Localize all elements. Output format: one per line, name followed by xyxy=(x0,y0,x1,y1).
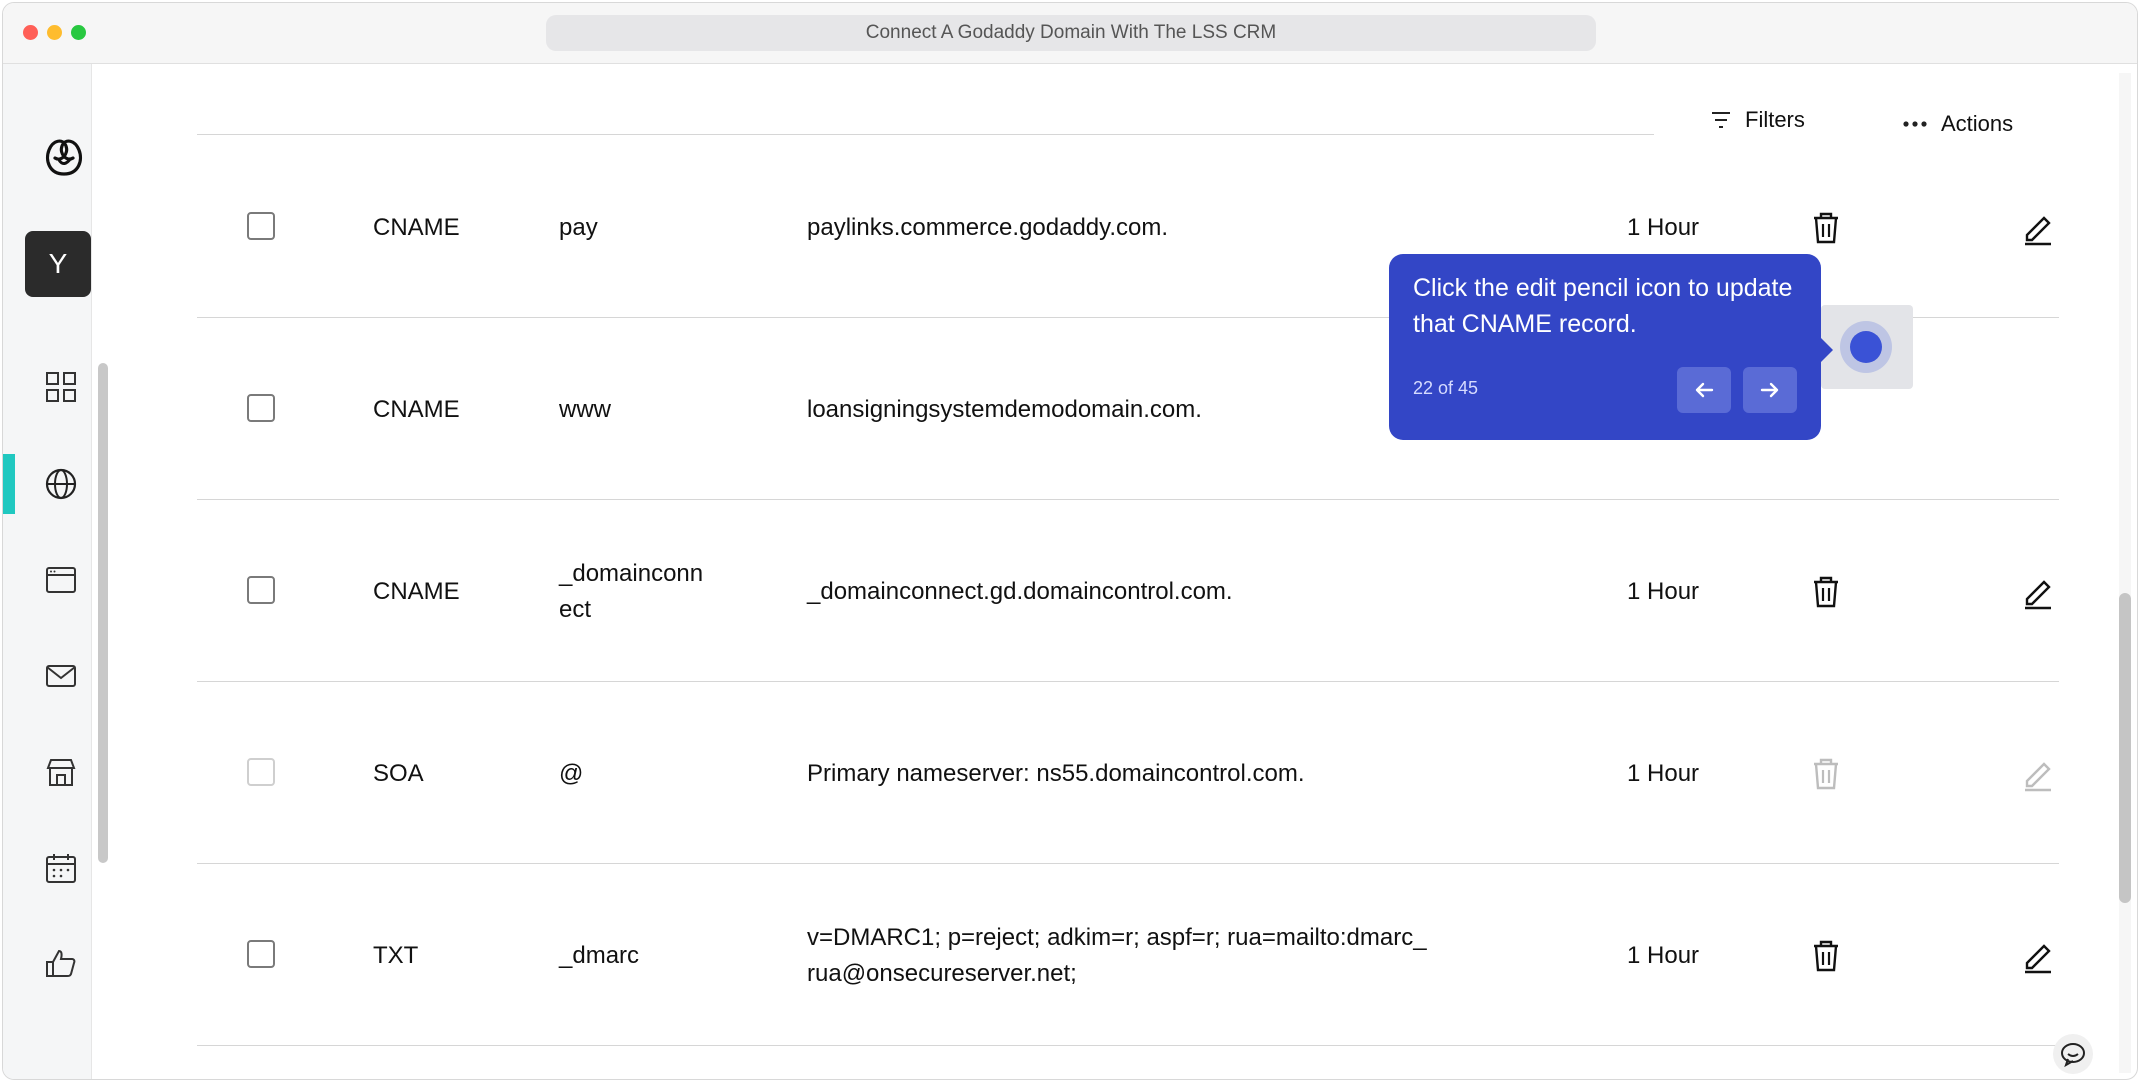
close-window-button[interactable] xyxy=(23,25,38,40)
record-value: paylinks.commerce.godaddy.com. xyxy=(807,214,1169,241)
arrow-right-icon xyxy=(1758,378,1782,402)
record-ttl: 1 Hour xyxy=(1627,214,1700,241)
record-name: @ xyxy=(559,760,584,787)
tour-next-button[interactable] xyxy=(1743,367,1797,413)
calendar-icon[interactable] xyxy=(43,850,79,886)
tour-previous-button[interactable] xyxy=(1677,367,1731,413)
edit-pencil-icon[interactable] xyxy=(2018,572,2058,612)
row-select-checkbox[interactable] xyxy=(247,940,275,968)
record-value: v=DMARC1; p=reject; adkim=r; aspf=r; rua=mailto:dmarc_rua@onsecureserver.net; xyxy=(807,924,1427,987)
active-nav-indicator xyxy=(3,454,15,514)
more-dots-icon xyxy=(1901,112,1929,136)
tour-hotspot-dot xyxy=(1850,331,1882,363)
page-scrollbar[interactable] xyxy=(2119,73,2131,1073)
maximize-window-button[interactable] xyxy=(71,25,86,40)
delete-trash-icon[interactable] xyxy=(1806,936,1846,976)
delete-trash-icon[interactable] xyxy=(1806,572,1846,612)
record-ttl: 1 Hour xyxy=(1627,942,1700,969)
thumbs-up-icon[interactable] xyxy=(43,946,79,982)
table-header-divider xyxy=(197,134,1654,135)
edit-pencil-icon-disabled xyxy=(2018,754,2058,794)
record-type: CNAME xyxy=(373,214,460,241)
record-value: loansigningsystemdemodomain.com. xyxy=(807,396,1202,423)
filters-button[interactable] xyxy=(1709,100,1805,140)
actions-label: Actions xyxy=(1941,111,2014,136)
record-name: pay xyxy=(559,214,598,241)
record-ttl: 1 Hour xyxy=(1627,578,1700,605)
edit-pencil-icon[interactable] xyxy=(2018,208,2058,248)
record-type: SOA xyxy=(373,760,424,787)
table-row xyxy=(197,864,2059,1046)
chat-bubble-icon xyxy=(2058,1039,2088,1069)
record-type: TXT xyxy=(373,942,419,969)
record-name: _domainconn ect xyxy=(559,560,704,623)
website-browser-icon[interactable] xyxy=(43,562,79,598)
edit-pencil-icon[interactable] xyxy=(2018,936,2058,976)
delete-trash-icon[interactable] xyxy=(1806,208,1846,248)
row-select-checkbox-disabled xyxy=(247,758,275,786)
tooltip-text: Click the edit pencil icon to update that CNAME record. xyxy=(1413,274,1793,338)
dns-records-panel xyxy=(93,64,2137,1079)
arrow-left-icon xyxy=(1692,378,1716,402)
tour-tooltip xyxy=(1389,254,1821,440)
address-bar[interactable] xyxy=(546,15,1596,51)
workspace-avatar-button[interactable] xyxy=(25,231,91,297)
title-bar xyxy=(3,3,2137,64)
row-select-checkbox[interactable] xyxy=(247,394,275,422)
record-name: _dmarc xyxy=(559,942,640,969)
chat-support-button[interactable] xyxy=(2053,1034,2093,1074)
globe-icon[interactable] xyxy=(43,466,79,502)
filters-label: Filters xyxy=(1745,107,1805,132)
tour-hotspot-beacon[interactable] xyxy=(1840,321,1892,373)
row-select-checkbox[interactable] xyxy=(247,576,275,604)
record-name: www xyxy=(559,396,611,423)
tour-step-counter: 22 of 45 xyxy=(1413,378,1479,398)
address-bar-title: Connect A Godaddy Domain With The LSS CRM xyxy=(865,22,1277,43)
tooltip-arrow xyxy=(1821,338,1833,362)
email-envelope-icon[interactable] xyxy=(43,658,79,694)
table-row xyxy=(197,682,2059,864)
minimize-window-button[interactable] xyxy=(47,25,62,40)
dashboard-grid-icon[interactable] xyxy=(43,369,79,405)
table-row xyxy=(197,500,2059,682)
sidebar xyxy=(3,64,92,1079)
record-ttl: 1 Hour xyxy=(1627,760,1700,787)
record-type: CNAME xyxy=(373,396,460,423)
browser-window xyxy=(2,2,2138,1080)
record-type: CNAME xyxy=(373,578,460,605)
storefront-icon[interactable] xyxy=(43,754,79,790)
delete-trash-icon-disabled xyxy=(1806,754,1846,794)
godaddy-logo-icon[interactable] xyxy=(39,130,89,180)
workspace-initial: Y xyxy=(48,248,68,279)
row-select-checkbox[interactable] xyxy=(247,212,275,240)
page-scrollbar-thumb[interactable] xyxy=(2119,593,2131,903)
record-value: Primary nameserver: ns55.domaincontrol.com. xyxy=(807,760,1305,787)
record-value: _domainconnect.gd.domaincontrol.com. xyxy=(807,578,1233,605)
filter-icon xyxy=(1709,108,1733,132)
